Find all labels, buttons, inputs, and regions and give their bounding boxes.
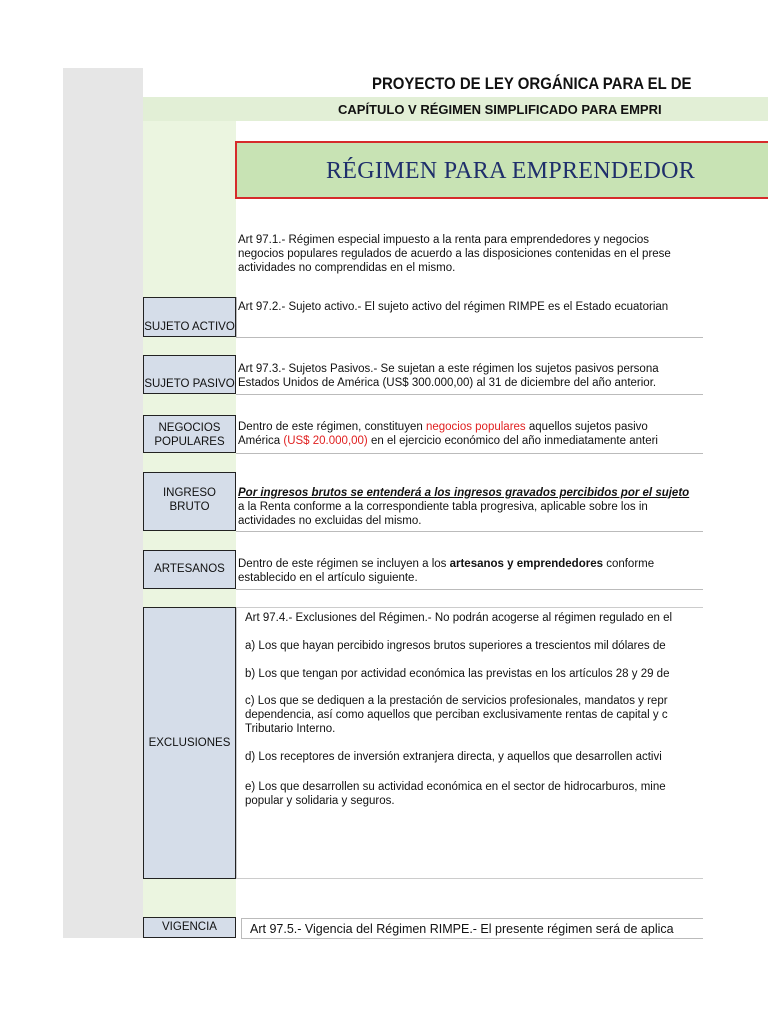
row-divider <box>236 453 703 454</box>
bold-text: artesanos y emprendedores <box>449 558 603 570</box>
chapter-title: CAPÍTULO V RÉGIMEN SIMPLIFICADO PARA EMPRI <box>338 102 662 117</box>
vigencia-text: Art 97.5.- Vigencia del Régimen RIMPE.- El presente régimen será de aplica <box>241 918 703 939</box>
intro-paragraph <box>238 233 703 275</box>
exclusiones-text <box>236 607 703 879</box>
exclusion-item: a) Los que hayan percibido ingresos brutos superiores a trescientos mil dólares de <box>245 640 666 652</box>
text-run: América <box>238 435 284 447</box>
exclusion-item: c) Los que se dediquen a la prestación de servicios profesionales, mandatos y repr <box>245 695 668 707</box>
negocios-populares-label <box>143 415 236 453</box>
exclusion-item: e) Los que desarrollen su actividad económica en el sector de hidrocarburos, mine <box>245 781 666 793</box>
law-title: PROYECTO DE LEY ORGÁNICA PARA EL DE <box>372 74 692 93</box>
ingreso-bruto-line: actividades no excluidas del mismo. <box>238 515 422 527</box>
ingreso-bruto-line: a la Renta conforme a la correspondiente tabla progresiva, aplicable sobre los in <box>238 501 648 513</box>
exclusion-item: b) Los que tengan por actividad económica las previstas en los artículos 28 y 29 de <box>245 668 670 680</box>
exclusion-item-continued: popular y solidaria y seguros. <box>245 795 395 807</box>
sujeto-pasivo-text <box>238 362 703 390</box>
label-line: BRUTO <box>169 501 210 513</box>
exclusion-item-continued: dependencia, así como aquellos que perciban exclusivamente rentas de capital y c <box>245 709 668 721</box>
ingreso-bruto-text <box>238 486 703 528</box>
row-divider <box>236 394 703 395</box>
intro-line: negocios populares regulados de acuerdo a las disposiciones contenidas en el prese <box>238 248 671 260</box>
row-divider <box>236 297 237 337</box>
label-line: INGRESO <box>162 487 217 499</box>
artesanos-label: ARTESANOS <box>143 550 236 589</box>
sujeto-pasivo-line: Art 97.3.- Sujetos Pasivos.- Se sujetan a este régimen los sujetos pasivos persona <box>238 363 659 375</box>
sujeto-pasivo-line: Estados Unidos de América (US$ 300.000,00) al 31 de diciembre del año anterior. <box>238 377 657 389</box>
text-run: Dentro de este régimen, constituyen <box>238 421 426 433</box>
text-run: aquellos sujetos pasivo <box>525 421 648 433</box>
exclusiones-label: EXCLUSIONES <box>143 607 236 879</box>
exclusion-item-continued: Tributario Interno. <box>245 723 336 735</box>
sujeto-activo-label: SUJETO ACTIVO <box>143 297 236 337</box>
sujeto-pasivo-label: SUJETO PASIVO <box>143 355 236 394</box>
row-header-gutter <box>63 68 143 938</box>
intro-line: actividades no comprendidas en el mismo. <box>238 262 456 274</box>
sujeto-activo-line: Art 97.2.- Sujeto activo.- El sujeto activo del régimen RIMPE es el Estado ecuatorian <box>238 301 669 313</box>
exclusiones-intro: Art 97.4.- Exclusiones del Régimen.- No podrán acogerse al régimen regulado en el <box>245 612 673 624</box>
row-divider <box>236 531 703 532</box>
text-run: Dentro de este régimen se incluyen a los <box>238 558 450 570</box>
label-line: POPULARES <box>154 436 225 448</box>
vigencia-label: VIGENCIA <box>143 917 236 938</box>
ingreso-bruto-definition: Por ingresos brutos se entenderá a los ingresos gravados percibidos por el sujeto <box>238 487 690 499</box>
artesanos-line: establecido en el artículo siguiente. <box>238 572 418 584</box>
text-run: conforme <box>603 558 655 570</box>
regime-banner: RÉGIMEN PARA EMPRENDEDOR <box>235 141 768 199</box>
row-divider <box>236 337 703 338</box>
negocios-populares-text <box>238 420 703 448</box>
row-divider <box>236 589 703 590</box>
intro-line: Art 97.1.- Régimen especial impuesto a la renta para emprendedores y negocios <box>238 234 650 246</box>
label-line: NEGOCIOS <box>158 422 221 434</box>
text-run: en el ejercicio económico del año inmediatamente anteri <box>367 435 658 447</box>
highlight-amount: (US$ 20.000,00) <box>283 435 368 447</box>
ingreso-bruto-label <box>143 472 236 531</box>
exclusion-item: d) Los receptores de inversión extranjera directa, y aquellos que desarrollen activi <box>245 751 662 763</box>
highlight-text: negocios populares <box>425 421 526 433</box>
artesanos-text <box>238 557 703 585</box>
sujeto-activo-text <box>238 300 703 314</box>
